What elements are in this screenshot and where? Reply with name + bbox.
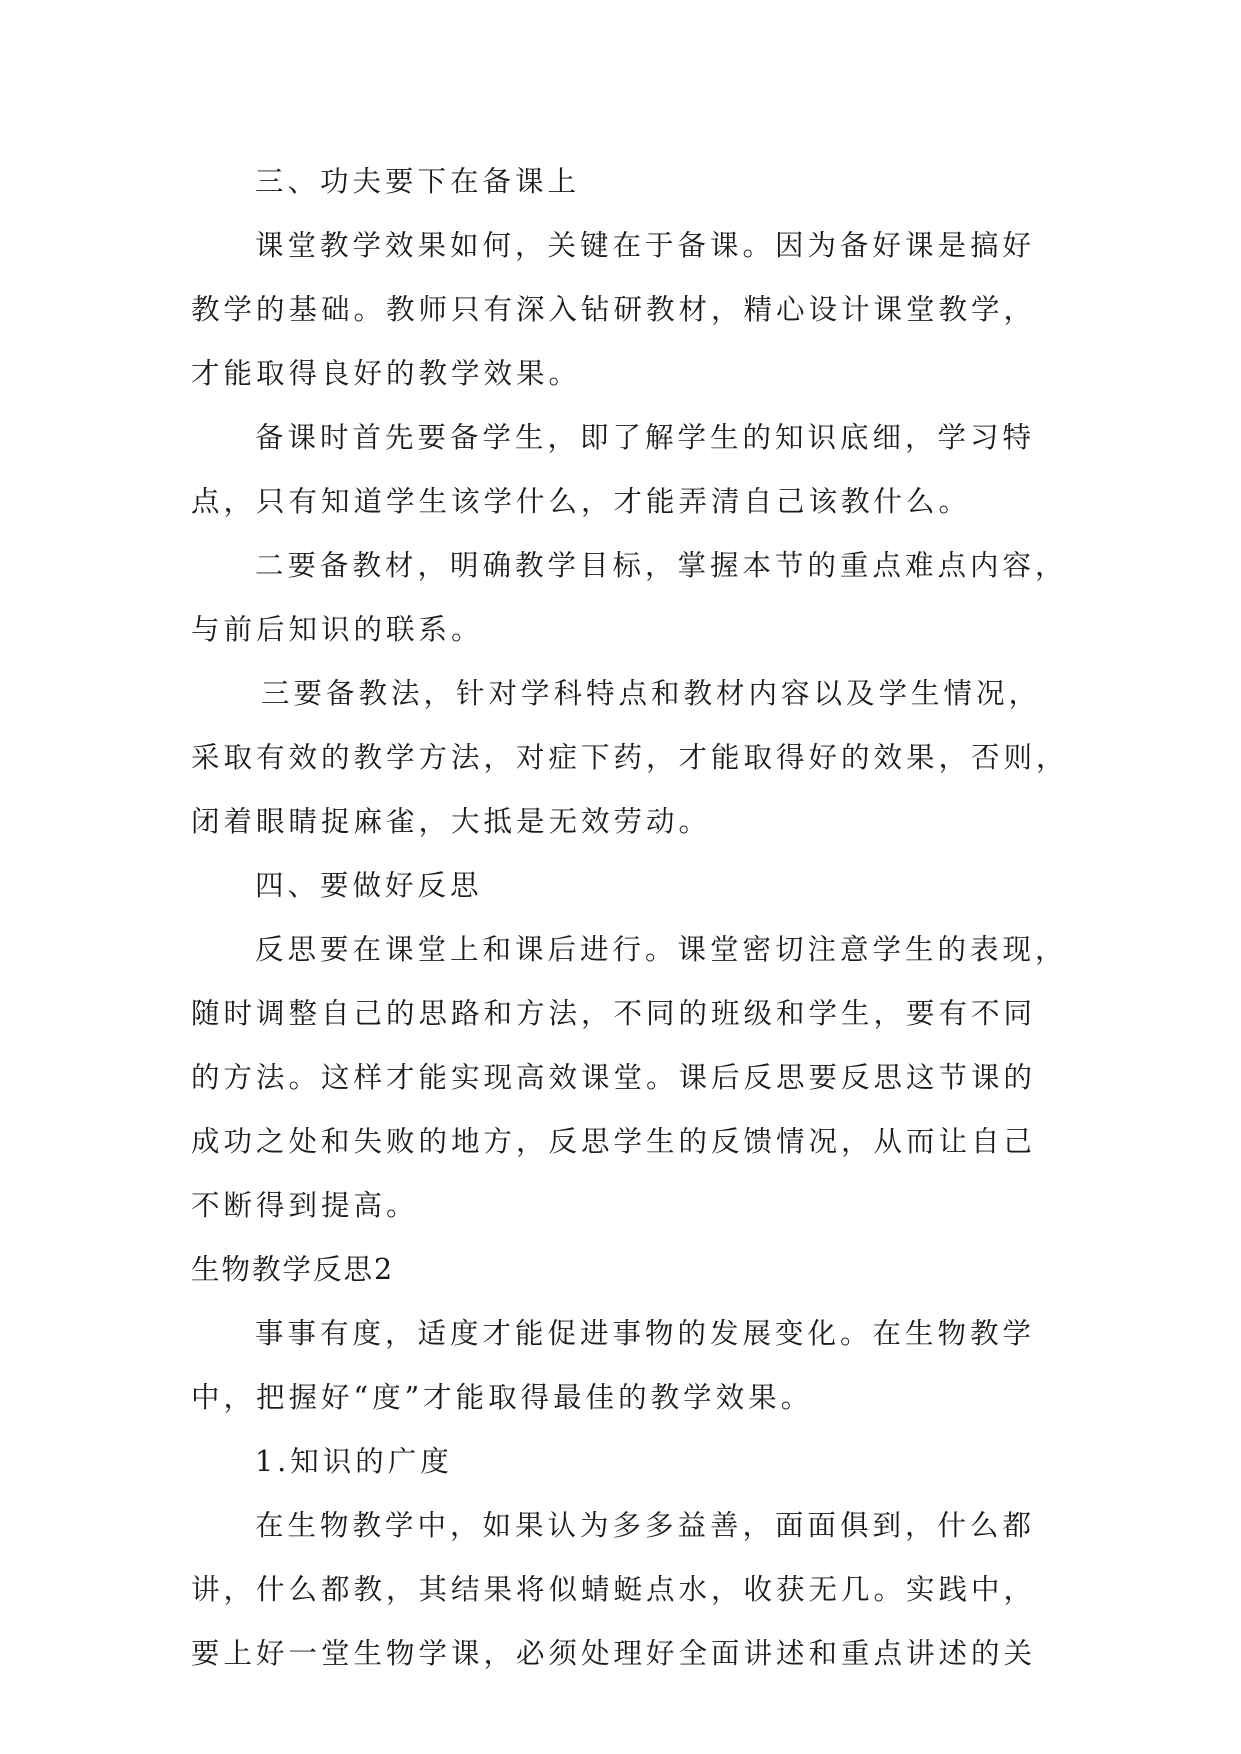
paragraph-line: 讲，什么都教，其结果将似蜻蜓点水，收获无几。实践中，: [191, 1573, 1037, 1606]
section-heading: 1.知识的广度: [255, 1445, 453, 1478]
paragraph-line: 采取有效的教学方法，对症下药，才能取得好的效果，否则，: [191, 741, 1069, 774]
section-heading: 四、要做好反思: [255, 869, 483, 902]
paragraph-line: 中，把握好“度”才能取得最佳的教学效果。: [191, 1381, 814, 1414]
paragraph-line: 随时调整自己的思路和方法，不同的班级和学生，要有不同: [191, 997, 1037, 1030]
paragraph-line: 事事有度，适度才能促进事物的发展变化。在生物教学: [255, 1317, 1036, 1350]
paragraph-line: 的方法。这样才能实现高效课堂。课后反思要反思这节课的: [191, 1061, 1037, 1094]
paragraph-line: 要上好一堂生物学课，必须处理好全面讲述和重点讲述的关: [191, 1637, 1037, 1670]
paragraph-line: 与前后知识的联系。: [191, 613, 484, 646]
section-heading: 三、功夫要下在备课上: [255, 165, 581, 198]
paragraph-line: 备课时首先要备学生，即了解学生的知识底细，学习特: [255, 421, 1036, 454]
paragraph-line: 三要备教法，针对学科特点和教材内容以及学生情况，: [261, 677, 1042, 710]
document-title: 生物教学反思2: [191, 1253, 395, 1286]
paragraph-line: 点，只有知道学生该学什么，才能弄清自己该教什么。: [191, 485, 972, 518]
paragraph-line: 教学的基础。教师只有深入钻研教材，精心设计课堂教学，: [191, 293, 1037, 326]
document-body: [191, 163, 1069, 1699]
paragraph-line: 在生物教学中，如果认为多多益善，面面俱到，什么都: [255, 1509, 1036, 1542]
paragraph-line: 反思要在课堂上和课后进行。课堂密切注意学生的表现，: [255, 933, 1068, 966]
paragraph-line: 才能取得良好的教学效果。: [191, 357, 582, 390]
paragraph-line: 不断得到提高。: [191, 1189, 419, 1222]
paragraph-line: 课堂教学效果如何，关键在于备课。因为备好课是搞好: [255, 229, 1036, 262]
paragraph-line: 闭着眼睛捉麻雀，大抵是无效劳动。: [191, 805, 712, 838]
paragraph-line: 二要备教材，明确教学目标，掌握本节的重点难点内容，: [255, 549, 1068, 582]
paragraph-line: 成功之处和失败的地方，反思学生的反馈情况，从而让自己: [191, 1125, 1037, 1158]
